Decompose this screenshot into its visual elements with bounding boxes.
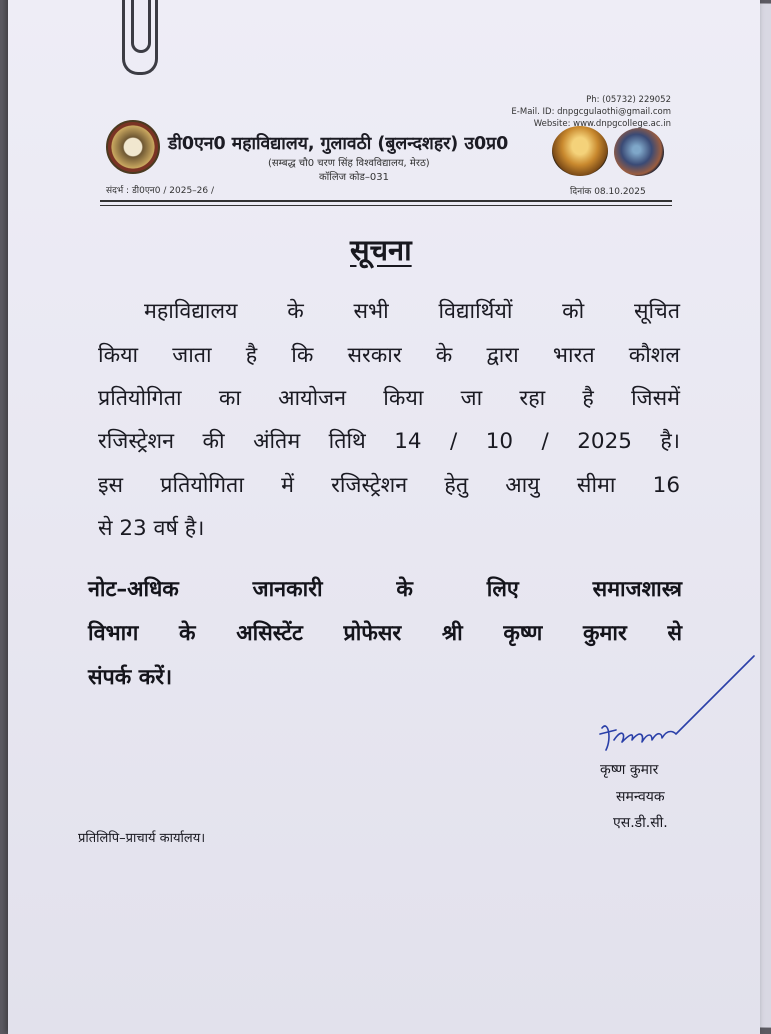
- signatory-title: समन्वयक: [616, 789, 665, 805]
- signatory-unit: एस.डी.सी.: [613, 815, 668, 831]
- phone-number: Ph: (05732) 229052: [586, 95, 671, 105]
- accreditation-emblem-icon: [552, 126, 608, 176]
- notice-body-line: प्रतियोगिता का आयोजन किया जा रहा है जिसमें: [98, 386, 680, 411]
- college-name: डी0एन0 महाविद्यालय, गुलावठी (बुलन्दशहर) उ0प्र0: [168, 134, 509, 154]
- notice-body-line: किया जाता है कि सरकार के द्वारा भारत कौशल: [98, 343, 680, 368]
- college-code: कॉलिज कोड–031: [319, 172, 389, 183]
- reference-number: संदर्भ : डी0एन0 / 2025–26 /: [106, 186, 215, 196]
- note-line: नोट–अधिक जानकारी के लिए समाजशास्त्र: [88, 577, 682, 602]
- website-address: Website: www.dnpgcollege.ac.in: [533, 119, 671, 129]
- notice-body-line: रजिस्ट्रेशन की अंतिम तिथि 14 / 10 / 2025 है।: [98, 429, 680, 454]
- college-emblem-icon: [106, 120, 160, 174]
- campus-photo-emblem-icon: [614, 128, 664, 176]
- email-address: E-Mail. ID: dnpgcgulaothi@gmail.com: [511, 107, 671, 117]
- header-divider: [100, 200, 672, 202]
- note-line: विभाग के असिस्टेंट प्रोफेसर श्री कृष्ण कुमार से: [88, 621, 682, 646]
- notice-body-line: महाविद्यालय के सभी विद्यार्थियों को सूचित: [144, 299, 680, 324]
- university-affiliation: (सम्बद्ध चौ0 चरण सिंह विश्वविद्यालय, मेरठ): [268, 158, 430, 169]
- header-divider-thin: [100, 205, 672, 206]
- notice-title: सूचना: [350, 233, 412, 267]
- contact-details: [491, 94, 671, 130]
- notice-date: दिनांक 08.10.2025: [570, 187, 646, 197]
- signatory-name: कृष्ण कुमार: [600, 762, 659, 778]
- copy-to: प्रतिलिपि–प्राचार्य कार्यालय।: [78, 831, 206, 846]
- notice-body-line: इस प्रतियोगिता में रजिस्ट्रेशन हेतु आयु सीमा 16: [98, 473, 680, 498]
- paper-clip-inner-loop: [131, 0, 151, 53]
- notice-body-line: से 23 वर्ष है।: [98, 516, 205, 541]
- note-line: संपर्क करें।: [88, 665, 173, 690]
- handwritten-signature: [596, 650, 756, 760]
